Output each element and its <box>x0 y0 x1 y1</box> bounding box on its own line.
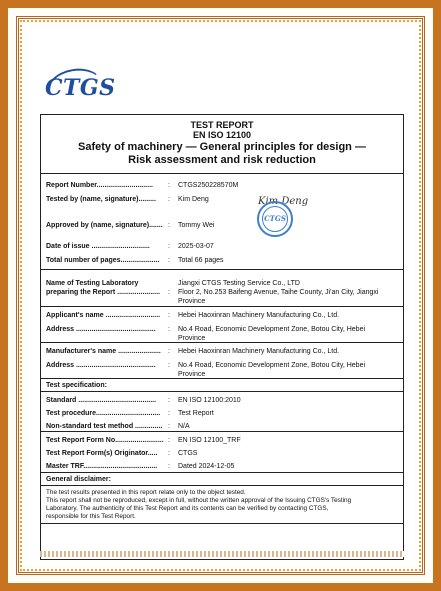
divider <box>41 173 403 174</box>
report-header <box>41 115 403 173</box>
colon: : <box>168 222 170 229</box>
divider <box>41 391 403 392</box>
label-testing-lab-line2: preparing the Report ...................... <box>46 289 160 296</box>
report-standard: EN ISO 12100 <box>192 130 252 140</box>
report-title: TEST REPORT <box>190 120 254 130</box>
colon: : <box>168 423 170 430</box>
ctgs-stamp <box>257 201 293 237</box>
value-trf-originator: CTGS <box>178 450 198 457</box>
label-manufacturer-address: Address ......................................... <box>46 362 156 369</box>
label-master-trf: Master TRF...................................... <box>46 463 158 470</box>
divider <box>41 485 403 486</box>
label-applicant-name: Applicant's name ............................ <box>46 312 161 319</box>
report-subject-line2: Risk assessment and risk reduction <box>128 154 316 166</box>
value-date-of-issue: 2025-03-07 <box>178 243 214 250</box>
value-applicant-address-2: Province <box>178 335 206 342</box>
colon: : <box>168 243 170 250</box>
colon: : <box>168 410 170 417</box>
value-tested-by: Kim Deng <box>178 196 209 203</box>
divider <box>41 431 403 432</box>
value-applicant-name: Hebei Haoxinran Machinery Manufacturing Co., Ltd. <box>178 312 340 319</box>
stamp-text: CTGS <box>264 214 286 223</box>
label-test-procedure: Test procedure................................. <box>46 410 161 417</box>
value-test-procedure: Test Report <box>178 410 214 417</box>
value-master-trf: Dated 2024-12-05 <box>178 463 235 470</box>
value-testing-lab-address: Floor 2, No.253 Baifeng Avenue, Taihe County, Ji'an City, Jiangxi <box>178 289 379 296</box>
label-standard: Standard ........................................ <box>46 397 157 404</box>
tester-signature: Kim Deng <box>258 196 309 207</box>
disclaimer-line1: The test results presented in this report relate only to the object tested. <box>46 489 246 496</box>
colon: : <box>168 196 170 203</box>
ctgs-logo <box>45 73 116 109</box>
value-trf-no: EN ISO 12100_TRF <box>178 437 241 444</box>
colon: : <box>168 289 170 296</box>
disclaimer-line3: Laboratory. The authenticity of this Test Report and its contents can be verified by contacting CTGS, <box>46 505 329 512</box>
label-date-of-issue: Date of issue .............................. <box>46 243 150 250</box>
colon: : <box>168 312 170 319</box>
colon: : <box>168 326 170 333</box>
bottom-stripe <box>40 551 404 557</box>
value-total-pages: Total 66 pages <box>178 257 224 264</box>
label-total-pages: Total number of pages.................... <box>46 257 160 264</box>
value-non-standard: N/A <box>178 423 190 430</box>
colon: : <box>168 257 170 264</box>
label-report-number: Report Number............................. <box>46 182 153 189</box>
disclaimer-heading: General disclaimer: <box>46 476 111 483</box>
divider <box>41 472 403 473</box>
test-specification-heading: Test specification: <box>46 382 107 389</box>
colon: : <box>168 437 170 444</box>
label-trf-originator: Test Report Form(s) Originator..... <box>46 450 158 457</box>
value-manufacturer-address: No.4 Road, Economic Development Zone, Botou City, Hebei <box>178 362 366 369</box>
report-subject-line1: Safety of machinery — General principles for design — <box>78 141 366 153</box>
logo-text: CTGS <box>45 75 116 101</box>
label-applicant-address: Address ......................................... <box>46 326 156 333</box>
value-report-number: CTGS250228570M <box>178 182 239 189</box>
colon: : <box>168 463 170 470</box>
value-manufacturer-name: Hebei Haoxinran Machinery Manufacturing Co., Ltd. <box>178 348 340 355</box>
value-manufacturer-address-2: Province <box>178 371 206 378</box>
colon: : <box>168 397 170 404</box>
colon: : <box>168 362 170 369</box>
report-cover-table <box>40 114 404 560</box>
label-non-standard: Non-standard test method .............. <box>46 423 163 430</box>
label-trf-no: Test Report Form No......................... <box>46 437 164 444</box>
value-testing-lab-name: Jiangxi CTGS Testing Service Co., LTD <box>178 280 300 287</box>
value-testing-lab-address-2: Province <box>178 298 206 305</box>
disclaimer-line2: This report shall not be reproduced, except in full, without the written approval of the Issuing CTGS's Testing <box>46 497 352 504</box>
colon: : <box>168 182 170 189</box>
label-manufacturer-name: Manufacturer's name ...................... <box>46 348 161 355</box>
disclaimer-line4: responsible for this Test Report. <box>46 513 136 520</box>
divider <box>41 523 403 524</box>
colon: : <box>168 450 170 457</box>
divider <box>41 342 403 343</box>
divider <box>41 378 403 379</box>
divider <box>41 306 403 307</box>
divider <box>41 269 403 270</box>
value-approved-by: Tommy Wei <box>178 222 215 229</box>
label-tested-by: Tested by (name, signature)......... <box>46 196 156 203</box>
colon: : <box>168 348 170 355</box>
label-approved-by: Approved by (name, signature)....... <box>46 222 163 229</box>
value-standard: EN ISO 12100:2010 <box>178 397 241 404</box>
value-applicant-address: No.4 Road, Economic Development Zone, Botou City, Hebei <box>178 326 366 333</box>
label-testing-lab-line1: Name of Testing Laboratory <box>46 280 139 287</box>
